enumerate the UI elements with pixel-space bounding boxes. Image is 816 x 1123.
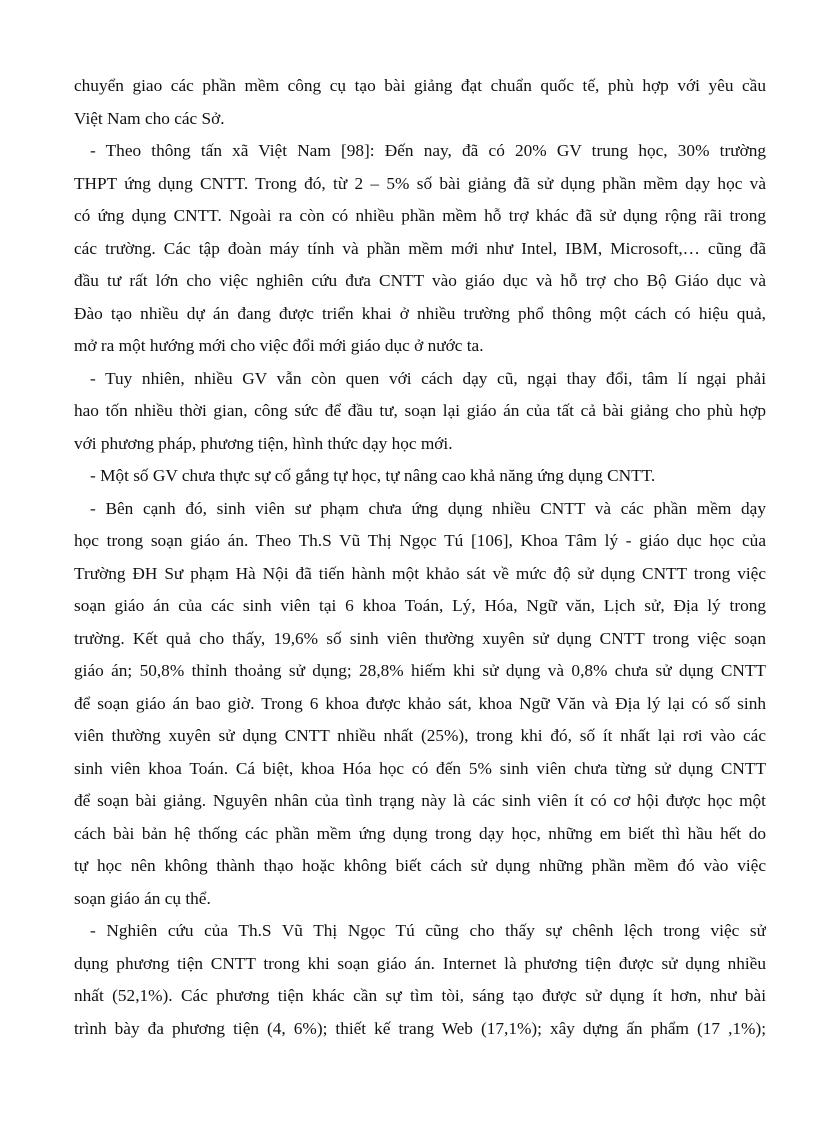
text-line: nhất (52,1%). Các phương tiện khác cần sự tìm tòi, sáng tạo được sử dụng ít hơn, như bài bbox=[74, 986, 766, 1005]
paragraph-start-line: - Theo thông tấn xã Việt Nam [98]: Đến nay, đã có 20% GV trung học, 30% trường bbox=[90, 141, 766, 160]
text-line: học trong soạn giáo án. Theo Th.S Vũ Thị Ngọc Tú [106], Khoa Tâm lý - giáo dục học của bbox=[74, 531, 766, 550]
text-line: dụng phương tiện CNTT trong khi soạn giáo án. Internet là phương tiện được sử dụng nhiều bbox=[74, 953, 766, 973]
text-line: trình bày đa phương tiện (4, 6%); thiết kế trang Web (17,1%); xây dựng ấn phẩm (17 ,1%); bbox=[74, 1018, 766, 1038]
paragraph-start-line: - Một số GV chưa thực sự cố gắng tự học, tự nâng cao khả năng ứng dụng CNTT. bbox=[90, 466, 656, 485]
text-line: với phương pháp, phương tiện, hình thức dạy học mới. bbox=[74, 433, 453, 453]
text-line: các trường. Các tập đoàn máy tính và phần mềm mới như Intel, IBM, Microsoft,… cũng đã bbox=[74, 238, 766, 258]
text-line: để soạn bài giảng. Nguyên nhân của tình trạng này là các sinh viên ít có cơ hội được học một bbox=[74, 791, 766, 810]
text-line: Việt Nam cho các Sở. bbox=[74, 108, 225, 128]
text-line: sinh viên khoa Toán. Cá biệt, khoa Hóa học có đến 5% sinh viên chưa từng sử dụng CNTT bbox=[74, 758, 766, 778]
paragraph-start-line: - Tuy nhiên, nhiều GV vẫn còn quen với cách dạy cũ, ngại thay đổi, tâm lí ngại phải bbox=[90, 368, 766, 388]
text-line: mở ra một hướng mới cho việc đổi mới giáo dục ở nước ta. bbox=[74, 336, 484, 355]
text-line: giáo án; 50,8% thỉnh thoảng sử dụng; 28,8% hiếm khi sử dụng và 0,8% chưa sử dụng CNTT bbox=[74, 661, 766, 680]
text-line: chuyển giao các phần mềm công cụ tạo bài giảng đạt chuẩn quốc tế, phù hợp với yêu cầu bbox=[74, 76, 766, 95]
text-line: tự học nên không thành thạo hoặc không biết cách sử dụng những phần mềm đó vào việc bbox=[74, 856, 766, 875]
paragraph-start-line: - Nghiên cứu của Th.S Vũ Thị Ngọc Tú cũng cho thấy sự chênh lệch trong việc sử bbox=[90, 921, 766, 940]
text-line: viên thường xuyên sử dụng CNTT nhiều nhất (25%), trong khi đó, số ít nhất lại rơi vào các bbox=[74, 726, 766, 745]
text-line: Đào tạo nhiều dự án đang được triển khai ở nhiều trường phổ thông một cách có hiệu quả, bbox=[74, 303, 766, 323]
text-line: cách bài bản hệ thống các phần mềm ứng dụng trong dạy học, những em biết thì hầu hết do bbox=[74, 823, 766, 843]
text-line: đầu tư rất lớn cho việc nghiên cứu đưa CNTT vào giáo dục và hỗ trợ cho Bộ Giáo dục và bbox=[74, 271, 766, 290]
text-line: THPT ứng dụng CNTT. Trong đó, từ 2 – 5% số bài giảng đã sử dụng phần mềm dạy học và bbox=[74, 173, 766, 193]
text-line: hao tốn nhiều thời gian, công sức để đầu tư, soạn lại giáo án của tất cả bài giảng cho phù hợp bbox=[74, 401, 766, 420]
text-line: có ứng dụng CNTT. Ngoài ra còn có nhiều phần mềm hỗ trợ khác đã sử dụng rộng rãi trong bbox=[74, 206, 766, 225]
text-line: Trường ĐH Sư phạm Hà Nội đã tiến hành một khảo sát về mức độ sử dụng CNTT trong việc bbox=[74, 563, 766, 583]
text-line: trường. Kết quả cho thấy, 19,6% số sinh viên thường xuyên sử dụng CNTT trong việc soạn bbox=[74, 628, 766, 648]
text-line: soạn giáo án của các sinh viên tại 6 khoa Toán, Lý, Hóa, Ngữ văn, Lịch sử, Địa lý trong bbox=[74, 596, 766, 615]
paragraph-start-line: - Bên cạnh đó, sinh viên sư phạm chưa ứng dụng nhiều CNTT và các phần mềm dạy bbox=[90, 498, 766, 518]
text-line: để soạn giáo án bao giờ. Trong 6 khoa được khảo sát, khoa Ngữ Văn và Địa lý lại có số sinh bbox=[74, 693, 766, 713]
document-page bbox=[74, 70, 766, 1045]
text-line: soạn giáo án cụ thể. bbox=[74, 888, 211, 908]
